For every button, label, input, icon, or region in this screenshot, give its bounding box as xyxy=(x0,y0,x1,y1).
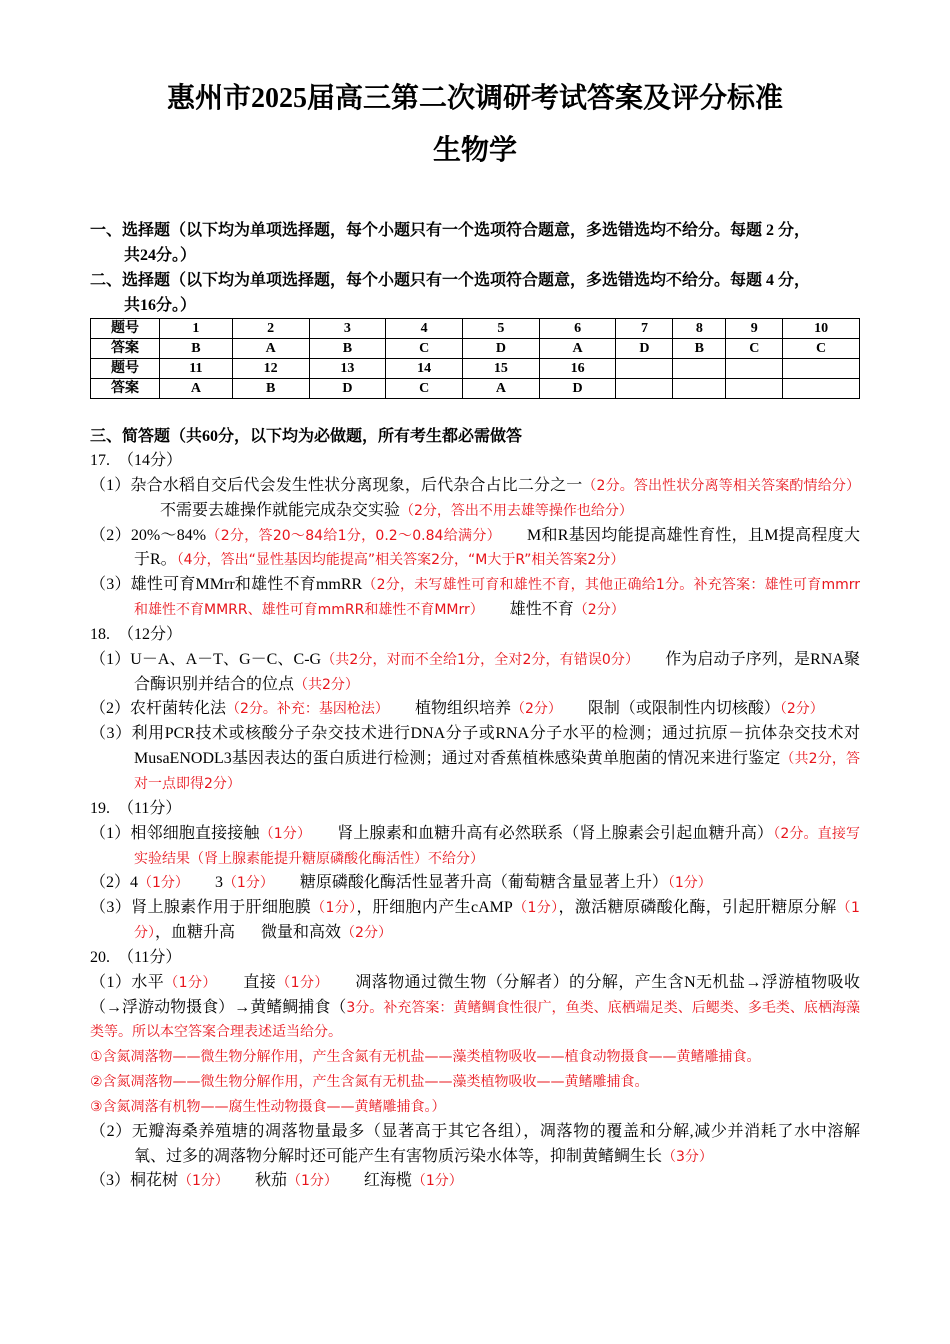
section-1-line2: 共24分。） xyxy=(124,247,197,264)
answer-text: ，血糖升高 xyxy=(155,924,236,942)
question-number-row xyxy=(91,319,860,339)
table-cell: 16 xyxy=(539,359,616,379)
scoring-note: （1分） xyxy=(164,974,217,991)
answer-paragraph xyxy=(90,1169,860,1194)
answer-paragraph xyxy=(90,1120,860,1170)
answer-text: 限制（或限制性内切核酸） xyxy=(587,700,780,718)
table-cell xyxy=(726,359,783,379)
answer-text: 红海榄 xyxy=(363,1172,412,1190)
table-cell: 7 xyxy=(616,319,673,339)
section-2-line1: 二、选择题（以下均为单项选择题，每个小题只有一个选项符合题意，多选错选均不给分。每题 4 分， xyxy=(90,272,811,289)
scoring-note: （2分，答20～84给1分，0.2～0.84给满分） xyxy=(206,527,501,544)
document-title: 惠州市2025届高三第二次调研考试答案及评分标准 xyxy=(166,83,783,114)
answer-text: （3）桐花树 xyxy=(90,1172,179,1190)
row-header-cell: 答案 xyxy=(91,339,160,359)
scoring-note: （1分） xyxy=(138,875,189,892)
table-cell: C xyxy=(726,339,783,359)
scoring-note: （2分） xyxy=(573,602,625,619)
row-header-cell: 题号 xyxy=(91,359,160,379)
answer-text: ，肝细胞内产生cAMP xyxy=(356,899,513,917)
answer-text: 雄性不育 xyxy=(509,601,574,619)
table-cell: C xyxy=(386,339,463,359)
answer-paragraph xyxy=(90,449,860,474)
answer-paragraph xyxy=(90,896,860,946)
answer-text: 20. （11分） xyxy=(90,948,182,966)
table-cell: 12 xyxy=(232,359,309,379)
answer-text: 凋落物通过微生物（分解者）的分解，产生含N无机盐→浮游植物吸收（→浮游动物摄食）→黄鳍鲷捕食（ xyxy=(90,973,860,1016)
answer-text: 直接 xyxy=(242,973,277,991)
table-cell: 9 xyxy=(726,319,783,339)
table-cell xyxy=(673,379,726,399)
table-cell: 6 xyxy=(539,319,616,339)
scoring-note: （共2分） xyxy=(294,676,359,693)
table-cell xyxy=(673,359,726,379)
answer-paragraph xyxy=(90,524,860,574)
scoring-note: （1分） xyxy=(411,1173,463,1190)
scoring-note: （2分，答出不用去雄等操作也给分） xyxy=(400,502,633,519)
answer-paragraph xyxy=(90,697,860,722)
table-cell: A xyxy=(160,379,233,399)
section-2-heading xyxy=(90,268,860,318)
table-cell: D xyxy=(463,339,540,359)
scoring-note: （2分。直接写实验结果（肾上腺素能提升糖原磷酸化酶活性）不给分） xyxy=(134,825,860,867)
question-number-row xyxy=(91,359,860,379)
scoring-note: ①含氮凋落物——微生物分解作用，产生含氮有无机盐——藻类植物吸收——植食动物摄食——黄鳍雕捕食。 xyxy=(90,1049,761,1066)
answer-paragraph xyxy=(90,946,860,971)
table-cell xyxy=(616,379,673,399)
table-cell: 10 xyxy=(783,319,860,339)
answer-paragraph xyxy=(90,722,860,797)
answer-text: （2）4 xyxy=(90,874,139,892)
table-cell: D xyxy=(539,379,616,399)
table-cell: 15 xyxy=(463,359,540,379)
answer-paragraph xyxy=(90,623,860,648)
answer-paragraph xyxy=(90,1095,860,1120)
scoring-note: （1分） xyxy=(134,900,860,942)
scoring-note: （1分） xyxy=(512,900,559,917)
subject-title: 生物学 xyxy=(432,135,517,166)
answer-paragraph xyxy=(90,1070,860,1095)
answer-paragraph xyxy=(90,474,860,524)
answer-text: 19. （11分） xyxy=(90,799,182,817)
scoring-note: （1分） xyxy=(276,974,329,991)
answer-text: 秋茄 xyxy=(254,1172,287,1190)
scoring-note: （2分。补充：基因枪法） xyxy=(226,701,389,718)
table-cell: D xyxy=(309,379,386,399)
table-cell: 11 xyxy=(160,359,233,379)
answer-text: 17. （14分） xyxy=(90,452,183,469)
answer-paragraph xyxy=(90,822,860,872)
table-cell: A xyxy=(539,339,616,359)
answer-text: （1）水平 xyxy=(90,973,165,991)
table-cell: 3 xyxy=(309,319,386,339)
answer-row xyxy=(91,379,860,399)
answer-text: 微量和高效 xyxy=(261,924,342,942)
table-cell xyxy=(726,379,783,399)
answer-paragraph xyxy=(90,648,860,698)
table-cell xyxy=(616,359,673,379)
row-header-cell: 答案 xyxy=(91,379,160,399)
scoring-note: （2分，未写雄性可育和雄性不育，其他正确给1分。补充答案：雄性可育mmrr和雄性不育MMRR、雄性可育mmRR和雄性不育MMrr） xyxy=(134,577,860,619)
answer-text: （2）农杆菌转化法 xyxy=(90,700,227,718)
answer-text: （2）20%～84% xyxy=(90,526,207,544)
table-cell: B xyxy=(232,379,309,399)
answers-body xyxy=(90,449,860,1194)
scoring-note: ③含氮凋落有机物——腐生性动物摄食——黄鳍雕捕食。） xyxy=(90,1098,446,1115)
scoring-note: 3分。补充答案：黄鳍鲷食性很广，鱼类、底栖端足类、后鳃类、多毛类、底栖海藻类等。所以本空答案合理表述适当给分。 xyxy=(90,999,860,1041)
scoring-note: （1分） xyxy=(667,875,712,892)
answer-text: （3）利用PCR技术或核酸分子杂交技术进行DNA分子或RNA分子水平的检测；通过抗原－抗体杂交技术对MusaENODL3基因表达的蛋白质进行检测；通过对香蕉植株感染黄单胞菌的情况来进行鉴定 xyxy=(90,725,860,768)
answer-text: （3）肾上腺素作用于肝细胞膜 xyxy=(90,899,312,917)
answer-row xyxy=(91,339,860,359)
table-cell: 4 xyxy=(386,319,463,339)
table-cell: B xyxy=(673,339,726,359)
section-1-heading xyxy=(90,218,860,268)
scoring-note: （2分） xyxy=(510,701,562,718)
scoring-note: （共2分，对而不全给1分，全对2分，有错误0分） xyxy=(321,651,640,668)
scoring-note: （1分） xyxy=(311,900,357,917)
table-cell: A xyxy=(463,379,540,399)
answer-text: （3）雄性可育MMrr和雄性不育mmRR xyxy=(90,576,363,594)
answer-text: （1）杂合水稻自交后代会发生性状分离现象，后代杂合占比二分之一 xyxy=(90,476,583,494)
section-2-line2: 共16分。） xyxy=(124,297,197,314)
answer-text: （2）无瓣海桑养殖塘的凋落物量最多（显著高于其它各组），凋落物的覆盖和分解,减少并消耗了水中溶解氧、过多的凋落物分解时还可能产生有害物质污染水体等，抑制黄鳍鲷生长 xyxy=(90,1122,860,1165)
answer-text: （1）相邻细胞直接接触 xyxy=(90,824,260,842)
scoring-note: （2分） xyxy=(341,925,392,942)
section-3-heading: 三、简答题（共60分，以下均为必做题，所有考生都必需做答 xyxy=(90,428,523,445)
answer-paragraph xyxy=(90,871,860,896)
scoring-note: （4分，答出“显性基因均能提高”相关答案2分，“M大于R”相关答案2分） xyxy=(176,552,625,569)
answer-text: 18. （12分） xyxy=(90,625,183,643)
table-cell: C xyxy=(386,379,463,399)
table-cell: A xyxy=(232,339,309,359)
answer-table xyxy=(90,318,860,399)
scoring-note: （1分） xyxy=(178,1173,229,1190)
table-cell: C xyxy=(783,339,860,359)
answer-text: ，激活糖原磷酸化酶，引起肝糖原分解 xyxy=(558,899,837,917)
section-1-line1: 一、选择题（以下均为单项选择题，每个小题只有一个选项符合题意，多选错选均不给分。每题 2 分， xyxy=(90,222,811,239)
answer-text: 肾上腺素和血糖升高有必然联系（肾上腺素会引起血糖升高） xyxy=(337,824,774,842)
scoring-note: （2分。答出性状分离等相关答案酌情给分） xyxy=(582,477,860,494)
answer-paragraph xyxy=(90,971,860,1046)
scoring-note: （2分） xyxy=(779,701,824,718)
scoring-note: （共2分，答对一点即得2分） xyxy=(134,751,860,792)
answer-paragraph xyxy=(90,573,860,623)
scoring-note: （3分） xyxy=(662,1148,713,1165)
table-cell: B xyxy=(160,339,233,359)
answer-text: （1）U－A、A－T、G－C、C-G xyxy=(90,650,322,668)
table-cell: B xyxy=(309,339,386,359)
answer-text: 不需要去雄操作就能完成杂交实验 xyxy=(160,501,401,519)
row-header-cell: 题号 xyxy=(91,319,160,339)
scoring-note: （1分） xyxy=(259,825,312,842)
table-cell: 13 xyxy=(309,359,386,379)
table-cell: 1 xyxy=(160,319,233,339)
scoring-note: ②含氮凋落物——微生物分解作用，产生含氮有无机盐——藻类植物吸收——黄鳍雕捕食。 xyxy=(90,1074,649,1091)
table-cell: D xyxy=(616,339,673,359)
answer-text: 3 xyxy=(214,874,223,892)
table-cell xyxy=(783,359,860,379)
answer-text: M和R基因均能提高雄性育性，且M提高程度大于R。 xyxy=(134,526,860,569)
table-cell xyxy=(783,379,860,399)
scoring-note: （1分） xyxy=(286,1173,338,1190)
answer-paragraph xyxy=(90,797,860,822)
answer-paragraph xyxy=(90,1045,860,1070)
answer-text: 糖原磷酸化酶活性显著升高（葡萄糖含量显著上升） xyxy=(299,874,668,892)
table-cell: 2 xyxy=(232,319,309,339)
table-cell: 14 xyxy=(386,359,463,379)
answer-text: 作为启动子序列，是RNA聚合酶识别并结合的位点 xyxy=(134,650,860,693)
table-cell: 5 xyxy=(463,319,540,339)
scoring-note: （1分） xyxy=(222,875,274,892)
table-cell: 8 xyxy=(673,319,726,339)
answer-text: 植物组织培养 xyxy=(414,700,511,718)
